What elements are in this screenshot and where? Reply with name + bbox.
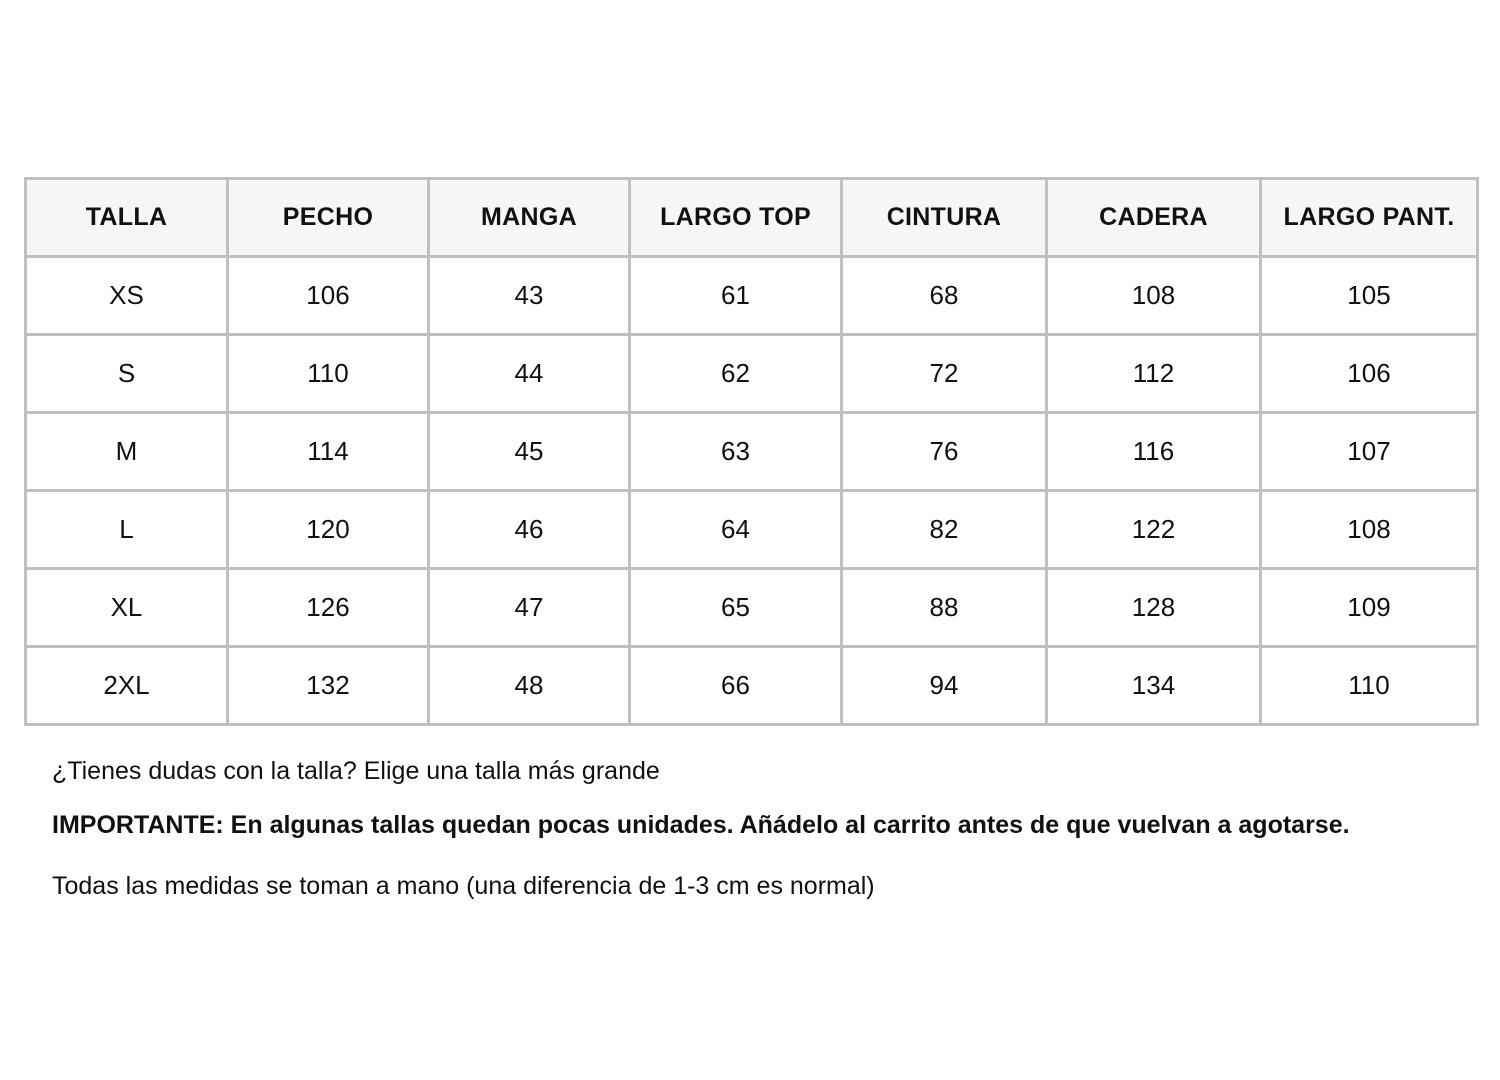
cell-hip: 134 [1047,647,1261,725]
header-pecho: PECHO [228,179,429,257]
cell-top-length: 64 [630,491,842,569]
header-manga: MANGA [429,179,630,257]
cell-pant-length: 109 [1261,569,1478,647]
cell-top-length: 62 [630,335,842,413]
header-cadera: CADERA [1047,179,1261,257]
header-largo-pant: LARGO PANT. [1261,179,1478,257]
cell-waist: 88 [842,569,1047,647]
cell-size: XS [26,257,228,335]
table-row [26,569,1478,647]
cell-hip: 128 [1047,569,1261,647]
cell-pant-length: 106 [1261,335,1478,413]
measurement-note: Todas las medidas se toman a mano (una diferencia de 1-3 cm es normal) [52,872,875,900]
cell-pant-length: 107 [1261,413,1478,491]
cell-hip: 116 [1047,413,1261,491]
cell-size: L [26,491,228,569]
cell-top-length: 61 [630,257,842,335]
cell-pant-length: 110 [1261,647,1478,725]
table-row [26,491,1478,569]
cell-chest: 126 [228,569,429,647]
cell-sleeve: 46 [429,491,630,569]
cell-top-length: 63 [630,413,842,491]
cell-sleeve: 43 [429,257,630,335]
cell-waist: 82 [842,491,1047,569]
cell-sleeve: 45 [429,413,630,491]
cell-chest: 106 [228,257,429,335]
cell-waist: 94 [842,647,1047,725]
size-doubt-note: ¿Tienes dudas con la talla? Elige una talla más grande [52,757,660,785]
cell-size: 2XL [26,647,228,725]
cell-sleeve: 44 [429,335,630,413]
cell-chest: 120 [228,491,429,569]
cell-pant-length: 105 [1261,257,1478,335]
cell-sleeve: 48 [429,647,630,725]
cell-waist: 68 [842,257,1047,335]
table-row [26,413,1478,491]
cell-chest: 110 [228,335,429,413]
cell-hip: 112 [1047,335,1261,413]
cell-size: XL [26,569,228,647]
header-largo-top: LARGO TOP [630,179,842,257]
cell-chest: 132 [228,647,429,725]
cell-size: S [26,335,228,413]
cell-hip: 122 [1047,491,1261,569]
cell-hip: 108 [1047,257,1261,335]
cell-top-length: 66 [630,647,842,725]
cell-sleeve: 47 [429,569,630,647]
cell-size: M [26,413,228,491]
table-row [26,647,1478,725]
table-row [26,335,1478,413]
table-header-row [26,179,1478,257]
cell-chest: 114 [228,413,429,491]
cell-waist: 72 [842,335,1047,413]
cell-pant-length: 108 [1261,491,1478,569]
table-row [26,257,1478,335]
important-stock-note: IMPORTANTE: En algunas tallas quedan pocas unidades. Añádelo al carrito antes de que vuelvan a agotarse. [52,811,1350,839]
header-talla: TALLA [26,179,228,257]
header-cintura: CINTURA [842,179,1047,257]
cell-top-length: 65 [630,569,842,647]
size-chart-table [24,177,1479,726]
cell-waist: 76 [842,413,1047,491]
